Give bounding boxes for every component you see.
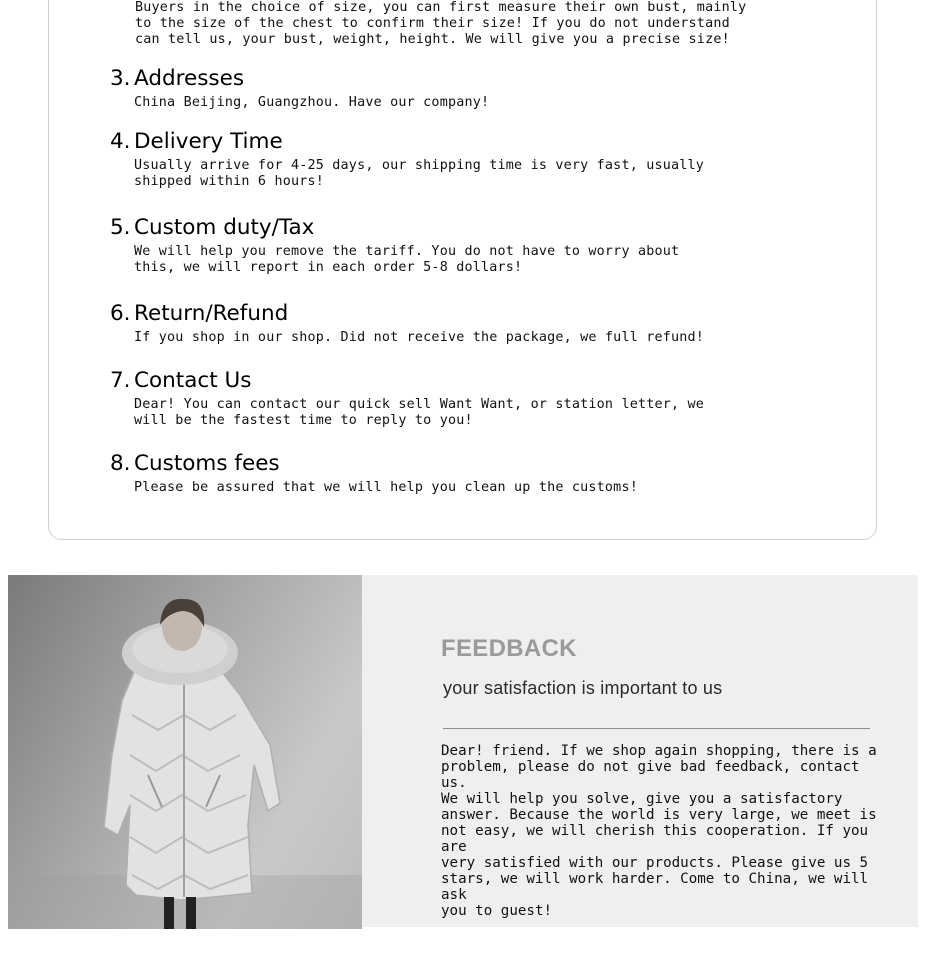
feedback-message: Dear! friend. If we shop again shopping, there is a problem, please do not give bad feedback, contact us. We will help you solve, give you a satisfactory answer. Because the world is very large, we meet is not easy, we will cherish this cooperation. If you are very satisfied with our products. Please give us 5 stars, we will work harder. Come to China, we will ask you to guest! <box>441 743 877 919</box>
feedback-title: FEEDBACK <box>441 635 577 662</box>
section-customs-fees <box>110 452 810 496</box>
section-body: Dear! You can contact our quick sell Want Want, or station letter, we will be the fastest time to reply to you! <box>134 397 705 428</box>
feedback-subtitle: your satisfaction is important to us <box>443 678 723 698</box>
size-guide-text: Buyers in the choice of size, you can first measure their own bust, mainly to the size of the chest to confirm their size! If you do not understand can tell us, your bust, weight, height. We will give you a precise size! <box>135 0 747 47</box>
section-custom-duty <box>110 216 810 276</box>
section-title: Delivery Time <box>134 129 283 154</box>
section-body: Please be assured that we will help you clean up the customs! <box>134 480 638 495</box>
section-number: 6. <box>110 301 131 326</box>
section-title: Return/Refund <box>134 301 289 326</box>
section-heading <box>110 67 810 91</box>
section-title: Contact Us <box>134 368 252 393</box>
section-title: Customs fees <box>134 451 280 476</box>
section-number: 5. <box>110 215 131 240</box>
section-heading <box>110 452 810 476</box>
section-delivery-time <box>110 130 810 190</box>
model-photo <box>8 575 362 929</box>
model-illustration <box>8 575 362 929</box>
section-number: 8. <box>110 451 131 476</box>
section-heading <box>110 216 810 240</box>
section-addresses <box>110 67 810 111</box>
section-heading <box>110 302 810 326</box>
section-number: 3. <box>110 66 131 91</box>
section-body: China Beijing, Guangzhou. Have our company! <box>134 95 490 110</box>
section-heading <box>110 130 810 154</box>
section-heading <box>110 369 810 393</box>
section-body: We will help you remove the tariff. You do not have to worry about this, we will report in each order 5-8 dollars! <box>134 244 680 275</box>
section-body: If you shop in our shop. Did not receive the package, we full refund! <box>134 330 705 345</box>
section-contact-us <box>110 369 810 429</box>
divider <box>443 728 870 729</box>
section-title: Addresses <box>134 66 245 91</box>
section-title: Custom duty/Tax <box>134 215 315 240</box>
section-number: 7. <box>110 368 131 393</box>
section-number: 4. <box>110 129 131 154</box>
section-body: Usually arrive for 4-25 days, our shipping time is very fast, usually shipped within 6 hours! <box>134 158 705 189</box>
feedback-banner <box>8 575 918 927</box>
section-return-refund <box>110 302 810 346</box>
